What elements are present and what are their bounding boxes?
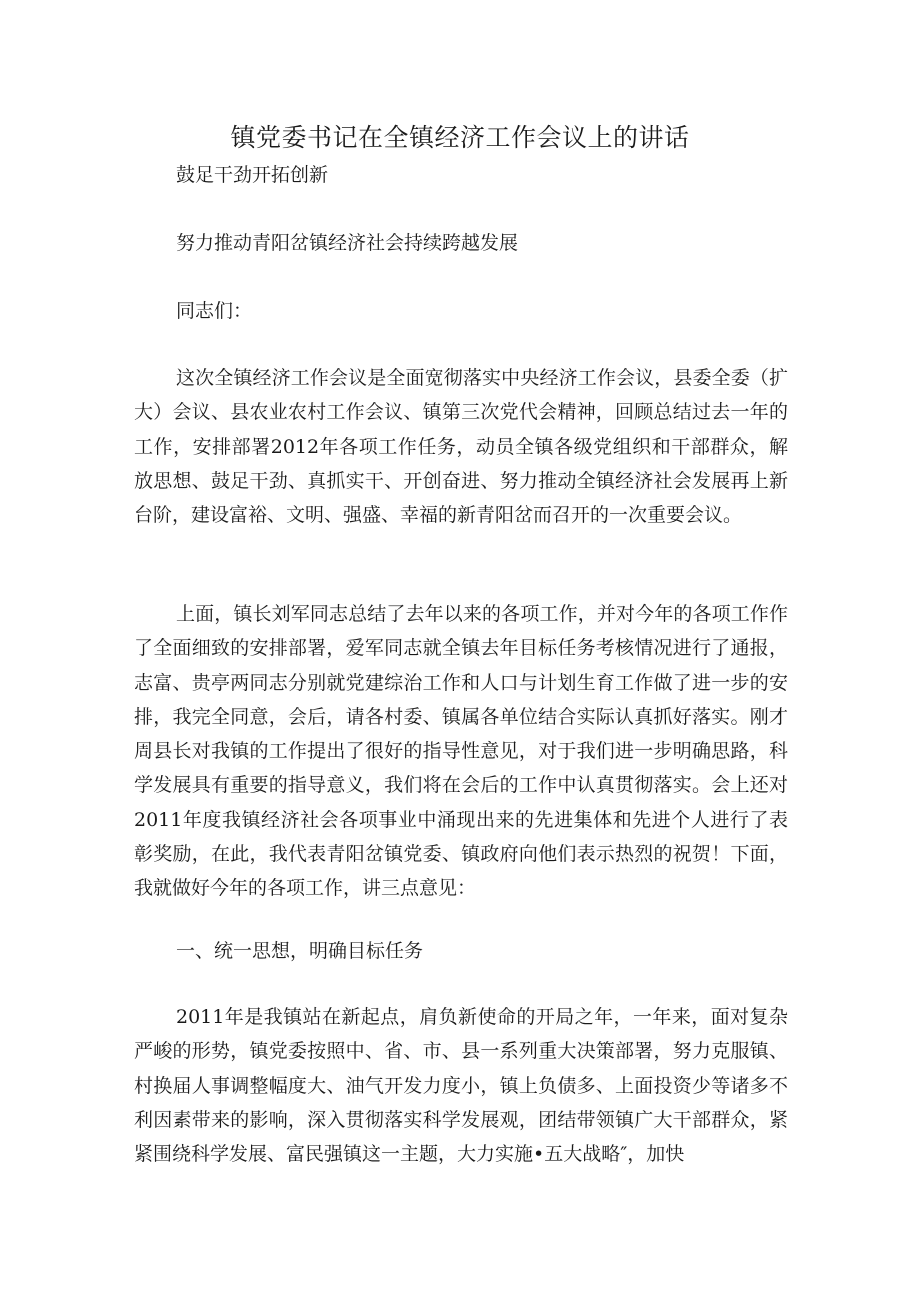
paragraph-intro: 这次全镇经济工作会议是全面宽彻落实中央经济工作会议，县委全委（扩大）会议、县农业农村工作会议、镇第三次党代会精神，回顾总结过去一年的工作，安排部署2012年各项工作任务，动员全镇各级党组织和干部群众，解放思想、鼓足干劲、真抓实干、开创奋进、努力推动全镇经济社会发展再上新台阶，建设富裕、文明、强盛、幸福的新青阳岔而召开的一次重要会议。 (134, 367, 788, 527)
section-heading: 一、统一思想，明确目标任务 (176, 940, 424, 962)
paragraph-review: 上面，镇长刘军同志总结了去年以来的各项工作，并对今年的各项工作作了全面细致的安排部署，爱军同志就全镇去年目标任务考核情况进行了通报，志富、贵亭两同志分别就党建综治工作和人口与计划生育工作做了进一步的安排，我完全同意，会后，请各村委、镇属各单位结合实际认真抓好落实。刚才周县长对我镇的工作提出了很好的指导性意见，对于我们进一步明确思路，科学发展具有重要的指导意义，我们将在会后的工作中认真贯彻落实。会上还对2011年度我镇经济社会各项事业中涌现出来的先进集体和先进个人进行了表彰奖励，在此，我代表青阳岔镇党委、镇政府向他们表示热烈的祝贺！下面，我就做好今年的各项工作，讲三点意见： (134, 603, 788, 900)
paragraph-section-body: 2011年是我镇站在新起点，肩负新使命的开局之年，一年来，面对复杂严峻的形势，镇党委按照中、省、市、县一系列重大决策部署，努力克服镇、村换届人事调整幅度大、油气开发力度小，镇上负债多、上面投资少等诸多不利因素带来的影响，深入贯彻落实科学发展观，团结带领镇广大干部群众，紧紧围绕科学发展、富民强镇这一主题，大力实施•五大战略″，加快 (134, 1006, 788, 1166)
subtitle-line-2: 努力推动青阳岔镇经济社会持续跨越发展 (176, 232, 519, 254)
salutation: 同志们： (176, 300, 253, 322)
document-title: 镇党委书记在全镇经济工作会议上的讲话 (230, 123, 690, 152)
subtitle-line-1: 鼓足干劲开拓创新 (176, 164, 329, 186)
